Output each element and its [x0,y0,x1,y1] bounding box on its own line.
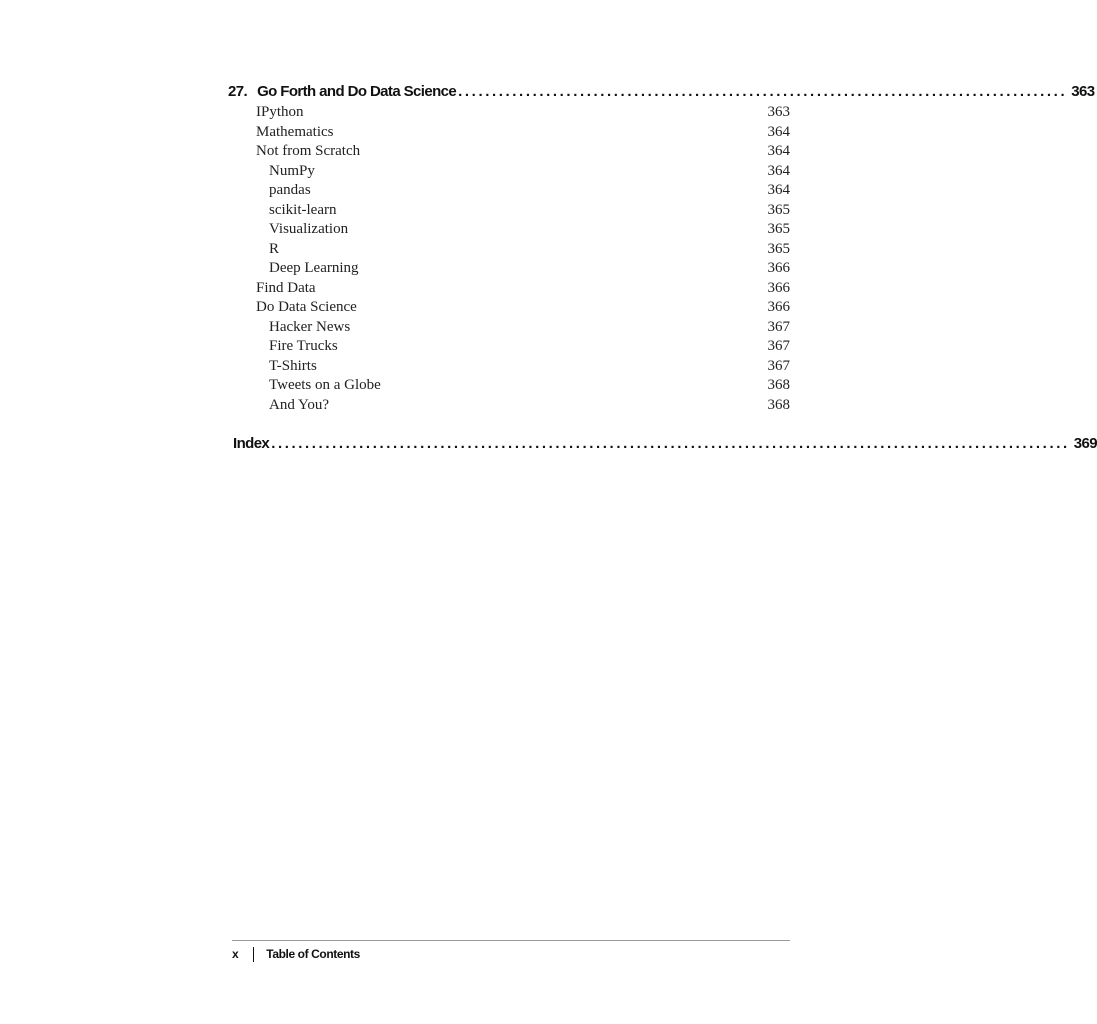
entry-title: R [269,241,280,257]
entry-page-number: 364 [767,163,790,179]
toc-entry[interactable] [256,124,790,143]
entry-title: T-Shirts [269,358,317,374]
toc-entry[interactable] [256,143,790,162]
entry-title: Tweets on a Globe [269,377,381,393]
entry-title: Fire Trucks [269,338,338,354]
entry-title: Do Data Science [256,299,357,315]
entry-page-number: 366 [767,260,790,276]
entry-title: pandas [269,182,311,198]
toc-subentry[interactable] [269,377,790,396]
entry-page-number: 367 [767,358,790,374]
entry-page-number: 365 [767,202,790,218]
toc-subentry[interactable] [269,338,790,357]
toc-subentry[interactable] [269,163,790,182]
entry-title: IPython [256,104,304,120]
footer-section-title: Table of Contents [266,947,360,961]
toc-subentry[interactable] [269,241,790,260]
footer-page-label: x [232,947,239,961]
index-page-number: 369 [1073,435,1097,452]
toc-entry[interactable] [256,104,790,123]
toc-subentry[interactable] [269,260,790,279]
entry-page-number: 364 [767,182,790,198]
toc-subentry[interactable] [269,358,790,377]
toc-subentry[interactable] [269,182,790,201]
chapter-page-number: 363 [1071,83,1095,100]
entry-page-number: 364 [767,143,790,159]
entry-title: And You? [269,397,330,413]
toc-subentry[interactable] [269,202,790,221]
toc-index-heading[interactable] [233,435,1097,459]
footer-divider [232,940,790,941]
entry-page-number: 363 [767,104,790,120]
footer-separator [253,947,254,962]
entry-page-number: 367 [767,319,790,335]
entry-title: Find Data [256,280,316,296]
toc-subentry[interactable] [269,397,790,416]
chapter-number: 27. [228,83,248,100]
entry-title: Deep Learning [269,260,359,276]
toc-entry[interactable] [256,299,790,318]
entry-title: Mathematics [256,124,334,140]
toc-entry[interactable] [256,280,790,299]
dot-leader: ...................................................................................................................... [271,435,1070,452]
entry-title: Visualization [269,221,349,237]
entry-page-number: 368 [767,397,790,413]
index-title: Index [233,435,270,452]
entry-page-number: 366 [767,280,790,296]
entry-title: Hacker News [269,319,351,335]
entry-page-number: 366 [767,299,790,315]
entry-title: Not from Scratch [256,143,361,159]
entry-title: NumPy [269,163,315,179]
entry-page-number: 365 [767,241,790,257]
page-footer [232,945,360,963]
entry-title: scikit-learn [269,202,337,218]
entry-page-number: 368 [767,377,790,393]
entry-page-number: 365 [767,221,790,237]
toc-subentry[interactable] [269,319,790,338]
entry-page-number: 364 [767,124,790,140]
chapter-title: Go Forth and Do Data Science [257,83,457,100]
toc-subentry[interactable] [269,221,790,240]
entry-page-number: 367 [767,338,790,354]
dot-leader: .......................................................................................... [458,83,1068,100]
